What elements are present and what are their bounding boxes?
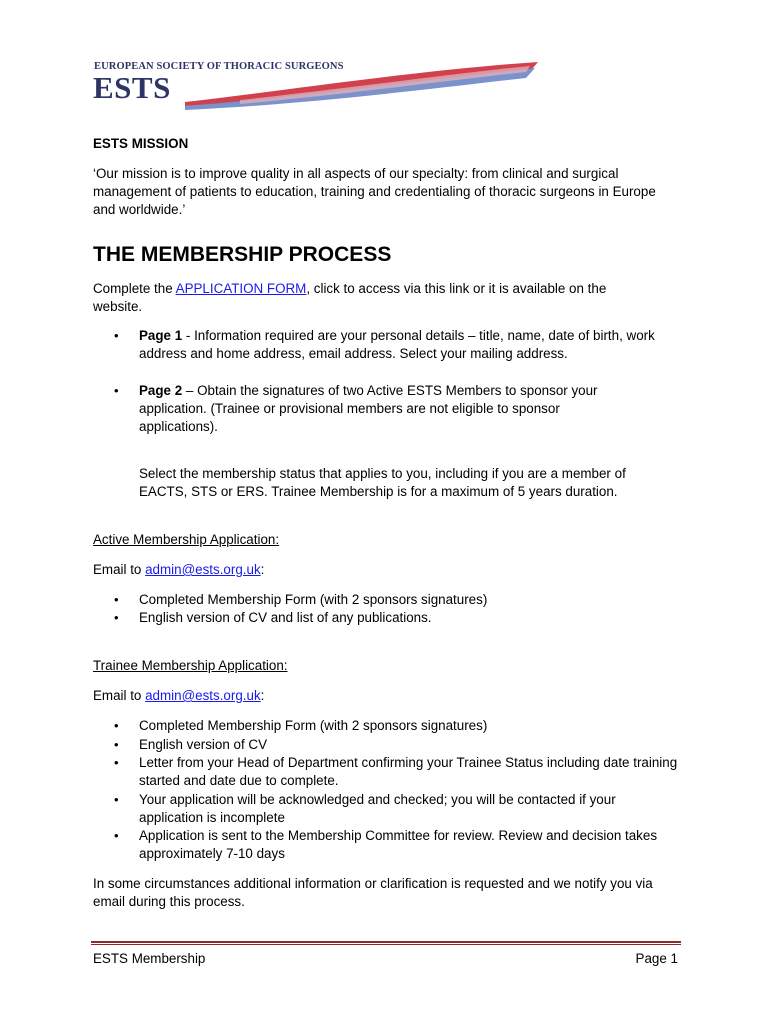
active-heading: Active Membership Application: (93, 532, 280, 547)
list-item: English version of CV (139, 737, 268, 752)
list-item: Your application will be acknowledged and checked; you will be contacted if your application is incomplete (139, 792, 616, 825)
ests-logo (90, 56, 550, 112)
email-suffix: : (260, 562, 265, 577)
intro-paragraph (93, 280, 653, 316)
page-title: THE MEMBERSHIP PROCESS (93, 243, 392, 266)
bullet-glyph: • (114, 755, 119, 770)
bullet-glyph: • (114, 592, 119, 607)
mission-text: ‘Our mission is to improve quality in all aspects of our specialty: from clinical and surgical management of patients to education, training and credentialing of thoracic surgeons in Europe and worldwide.’ (93, 166, 656, 217)
application-form-link[interactable]: APPLICATION FORM (175, 281, 307, 296)
list-item: Completed Membership Form (with 2 sponsors signatures) (139, 718, 488, 733)
bullet-page-1 (139, 327, 679, 363)
trainee-email-link[interactable]: admin@ests.org.uk (145, 688, 261, 703)
active-email-line (93, 561, 693, 579)
intro-prefix: Complete the (93, 281, 176, 296)
list-item: Application is sent to the Membership Committee for review. Review and decision takes approximately 7-10 days (139, 828, 658, 861)
list-item: English version of CV and list of any publications. (139, 610, 432, 625)
bullet-label: Page 2 (139, 383, 183, 398)
footer-title: ESTS Membership (93, 951, 206, 966)
bullet-text: – Obtain the signatures of two Active ESTS Members to sponsor your application. (Trainee or provisional members are not eligible to sponsor applications). (139, 383, 598, 434)
closing-paragraph: In some circumstances additional information or clarification is requested and we notify you via email during this process. (93, 876, 653, 909)
active-email-link[interactable]: admin@ests.org.uk (145, 562, 261, 577)
bullet-label: Page 1 (139, 328, 183, 343)
email-suffix: : (260, 688, 265, 703)
bullet-text: - Information required are your personal details – title, name, date of birth, work address and home address, email address. Select your mailing address. (139, 328, 655, 361)
bullet-page-2 (139, 382, 639, 436)
footer-rule (91, 941, 681, 946)
bullet-glyph: • (114, 718, 119, 733)
bullet-glyph: • (114, 737, 119, 752)
bullet-glyph: • (114, 792, 119, 807)
footer-rule-thick (91, 941, 681, 943)
list-item: Completed Membership Form (with 2 sponsors signatures) (139, 592, 488, 607)
status-note: Select the membership status that applies to you, including if you are a member of EACTS, STS or ERS. Trainee Membership is for a maximum of 5 years duration. (139, 466, 626, 499)
logo-society-name: EUROPEAN SOCIETY OF THORACIC SURGEONS (94, 61, 344, 72)
email-prefix: Email to (93, 688, 146, 703)
footer-rule-thin (91, 944, 681, 945)
bullet-glyph: • (114, 610, 119, 625)
bullet-glyph: • (114, 383, 119, 398)
email-prefix: Email to (93, 562, 146, 577)
logo-acronym: ESTS (93, 70, 171, 105)
list-item: Letter from your Head of Department confirming your Trainee Status including date training started and date due to complete. (139, 755, 678, 788)
page-number: Page 1 (635, 951, 678, 966)
trainee-email-line (93, 687, 693, 705)
bullet-glyph: • (114, 828, 119, 843)
trainee-heading: Trainee Membership Application: (93, 658, 288, 673)
bullet-glyph: • (114, 328, 119, 343)
mission-heading: ESTS MISSION (93, 136, 189, 151)
intro-suffix: , click to access via this link or it is available on the website. (93, 281, 607, 314)
